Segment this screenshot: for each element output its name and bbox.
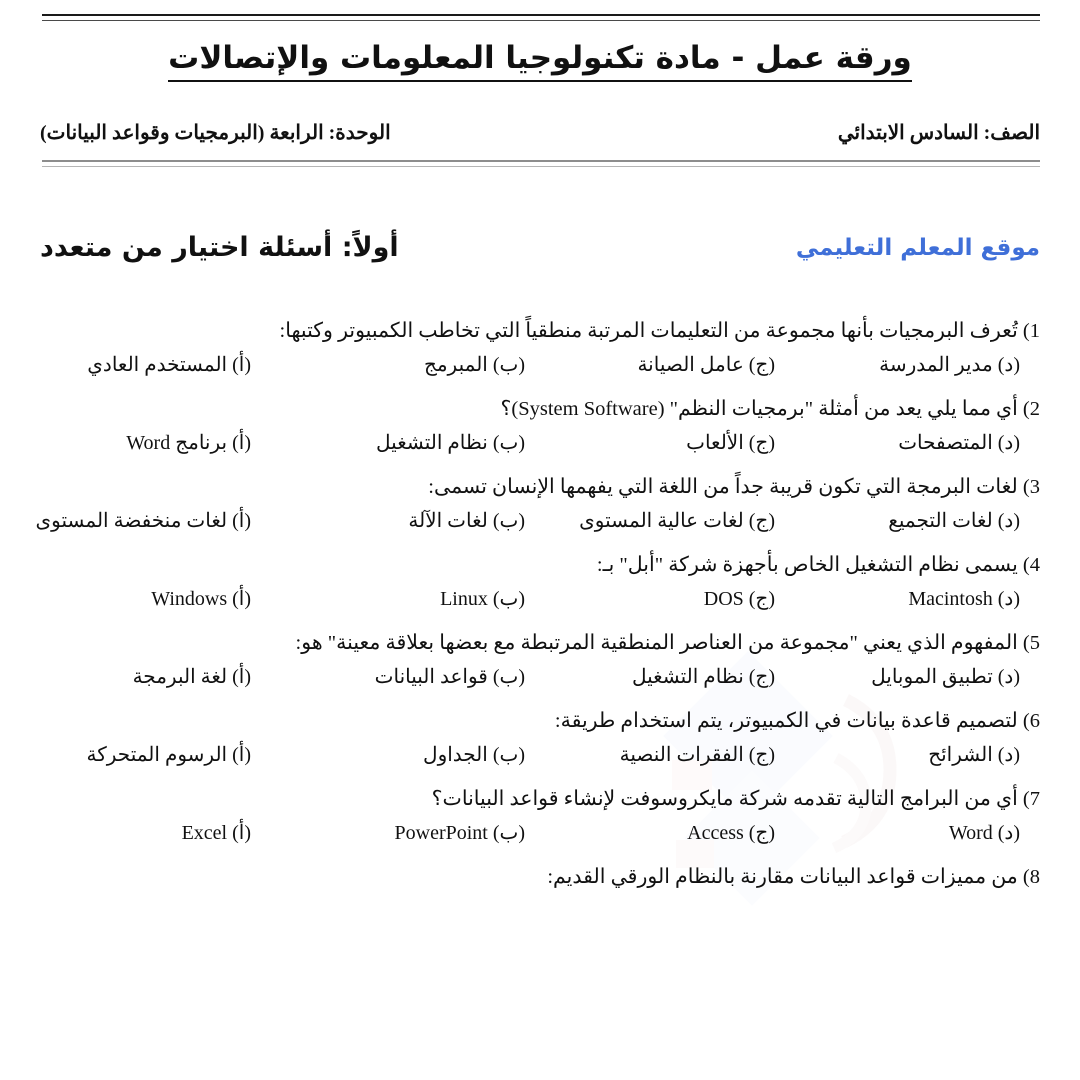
option-label: (ج)	[748, 666, 775, 689]
answer-option[interactable]	[40, 350, 275, 380]
answer-option[interactable]	[40, 662, 275, 692]
option-label: (د)	[997, 822, 1020, 845]
answer-option[interactable]	[775, 428, 1020, 458]
question-number: 3)	[1022, 476, 1040, 499]
question-number: 1)	[1022, 320, 1040, 342]
option-text: Word	[948, 822, 993, 845]
option-label: (ج)	[748, 822, 775, 845]
grade-label: الصف: السادس الابتدائي	[837, 122, 1040, 144]
option-label: (ب)	[492, 354, 525, 377]
answer-option[interactable]	[275, 740, 525, 770]
option-text: Macintosh	[908, 588, 993, 611]
answer-option[interactable]	[775, 818, 1020, 848]
option-text: لغات الآلة	[408, 510, 488, 533]
option-text: Windows	[151, 588, 228, 611]
answer-option[interactable]	[775, 506, 1020, 536]
option-label: (ب)	[492, 744, 525, 767]
option-text: نظام التشغيل	[631, 666, 744, 689]
option-text: عامل الصيانة	[637, 354, 744, 377]
question-number: 2)	[1022, 398, 1040, 421]
header-top-rule	[42, 14, 1040, 21]
option-label: (د)	[997, 588, 1020, 611]
question-block	[40, 864, 1040, 891]
question-text	[40, 864, 1040, 891]
option-text: لغات التجميع	[888, 510, 993, 533]
answer-option[interactable]	[525, 818, 775, 848]
option-row	[35, 506, 1040, 536]
answer-option[interactable]	[775, 350, 1020, 380]
option-text: مدير المدرسة	[879, 354, 993, 377]
answer-option[interactable]	[275, 818, 525, 848]
option-text: تطبيق الموبايل	[871, 666, 993, 689]
question-text	[40, 396, 1040, 423]
question-body: تُعرف البرمجيات بأنها مجموعة من التعليمات المرتبة منطقياً التي تخاطب الكمبيوتر وكتبها:	[279, 320, 1018, 342]
question-number: 4)	[1022, 554, 1040, 577]
option-label: (أ)	[232, 510, 251, 533]
answer-option[interactable]	[35, 506, 275, 536]
answer-option[interactable]	[275, 350, 525, 380]
question-body: أي من البرامج التالية تقدمه شركة مايكروسوفت لإنشاء قواعد البيانات؟	[431, 788, 1018, 811]
question-text	[40, 708, 1040, 735]
answer-option[interactable]	[275, 506, 525, 536]
answer-option[interactable]	[40, 818, 275, 848]
option-text: المستخدم العادي	[87, 354, 228, 377]
answer-option[interactable]	[525, 584, 775, 614]
answer-option[interactable]	[275, 584, 525, 614]
page-title-text: ورقة عمل - مادة تكنولوجيا المعلومات والإتصالات	[168, 40, 912, 82]
option-label: (أ)	[232, 354, 251, 377]
option-label: (ب)	[492, 822, 525, 845]
option-label: (د)	[997, 432, 1020, 455]
option-text: المتصفحات	[898, 432, 993, 455]
option-text: الفقرات النصية	[619, 744, 744, 767]
option-label: (ب)	[492, 432, 525, 455]
question-body: أي مما يلي يعد من أمثلة "برمجيات النظم" (System Software)؟	[500, 398, 1018, 421]
answer-option[interactable]	[525, 350, 775, 380]
question-block	[40, 552, 1040, 614]
answer-option[interactable]	[40, 428, 275, 458]
option-label: (ب)	[492, 510, 525, 533]
question-text	[40, 630, 1040, 657]
option-text: الألعاب	[686, 432, 744, 455]
answer-option[interactable]	[525, 662, 775, 692]
section-heading: أولاً: أسئلة اختيار من متعدد	[40, 232, 399, 263]
answer-option[interactable]	[525, 740, 775, 770]
question-block	[40, 786, 1040, 848]
option-label: (أ)	[232, 822, 251, 845]
option-label: (د)	[997, 354, 1020, 377]
question-block	[40, 630, 1040, 692]
option-text: الشرائح	[928, 744, 993, 767]
option-text: لغات عالية المستوى	[579, 510, 744, 533]
option-label: (ج)	[748, 432, 775, 455]
answer-option[interactable]	[525, 506, 775, 536]
answer-option[interactable]	[775, 740, 1020, 770]
option-text: Linux	[440, 588, 488, 611]
questions-list	[35, 318, 1040, 917]
header-bottom-rule	[42, 160, 1040, 167]
option-row	[40, 350, 1040, 380]
question-number: 7)	[1022, 788, 1040, 811]
option-label: (د)	[997, 666, 1020, 689]
question-body: المفهوم الذي يعني "مجموعة من العناصر المنطقية المرتبطة مع بعضها بعلاقة معينة" هو:	[295, 632, 1018, 655]
option-row	[40, 662, 1040, 692]
option-label: (ج)	[748, 354, 775, 377]
option-label: (ب)	[492, 666, 525, 689]
question-text	[40, 552, 1040, 579]
option-row	[40, 428, 1040, 458]
option-text: الجداول	[423, 744, 488, 767]
option-label: (ب)	[492, 588, 525, 611]
question-text	[40, 474, 1040, 501]
question-block	[40, 708, 1040, 770]
section-row	[40, 232, 1040, 263]
option-text: Excel	[181, 822, 228, 845]
option-text: PowerPoint	[394, 822, 488, 845]
question-block	[40, 396, 1040, 458]
option-text: قواعد البيانات	[374, 666, 488, 689]
option-text: لغة البرمجة	[132, 666, 228, 689]
option-label: (ج)	[748, 588, 775, 611]
question-body: يسمى نظام التشغيل الخاص بأجهزة شركة "أبل" بـ:	[596, 554, 1018, 577]
question-body: من مميزات قواعد البيانات مقارنة بالنظام الورقي القديم:	[547, 866, 1018, 889]
option-label: (أ)	[232, 744, 251, 767]
option-text: DOS	[703, 588, 744, 611]
option-row	[40, 818, 1040, 848]
option-text: لغات منخفضة المستوى	[35, 510, 228, 533]
question-number: 8)	[1022, 866, 1040, 889]
option-label: (ج)	[748, 510, 775, 533]
option-row	[40, 740, 1040, 770]
question-text	[40, 786, 1040, 813]
option-label: (أ)	[232, 588, 251, 611]
answer-option[interactable]	[275, 662, 525, 692]
option-label: (أ)	[232, 666, 251, 689]
question-body: لتصميم قاعدة بيانات في الكمبيوتر، يتم استخدام طريقة:	[554, 710, 1018, 733]
question-text	[40, 318, 1040, 345]
answer-option[interactable]	[40, 584, 275, 614]
answer-option[interactable]	[275, 428, 525, 458]
question-number: 5)	[1022, 632, 1040, 655]
question-body: لغات البرمجة التي تكون قريبة جداً من اللغة التي يفهمها الإنسان تسمى:	[428, 476, 1018, 499]
answer-option[interactable]	[775, 662, 1020, 692]
question-block	[35, 474, 1040, 536]
site-brand-watermark: موقع المعلم التعليمي	[795, 234, 1040, 261]
question-block	[40, 318, 1040, 380]
option-label: (د)	[997, 510, 1020, 533]
page-title	[0, 40, 1080, 76]
option-label: (د)	[997, 744, 1020, 767]
unit-label: الوحدة: الرابعة (البرمجيات وقواعد البيانات)	[40, 122, 391, 144]
option-text: نظام التشغيل	[376, 432, 488, 455]
option-label: (أ)	[232, 432, 251, 455]
option-text: الرسوم المتحركة	[86, 744, 228, 767]
answer-option[interactable]	[525, 428, 775, 458]
answer-option[interactable]	[40, 740, 275, 770]
meta-row	[40, 120, 1040, 145]
option-text: برنامج Word	[126, 432, 228, 455]
answer-option[interactable]	[775, 584, 1020, 614]
option-text: المبرمج	[423, 354, 488, 377]
option-row	[40, 584, 1040, 614]
option-label: (ج)	[748, 744, 775, 767]
question-number: 6)	[1022, 710, 1040, 733]
option-text: Access	[687, 822, 744, 845]
